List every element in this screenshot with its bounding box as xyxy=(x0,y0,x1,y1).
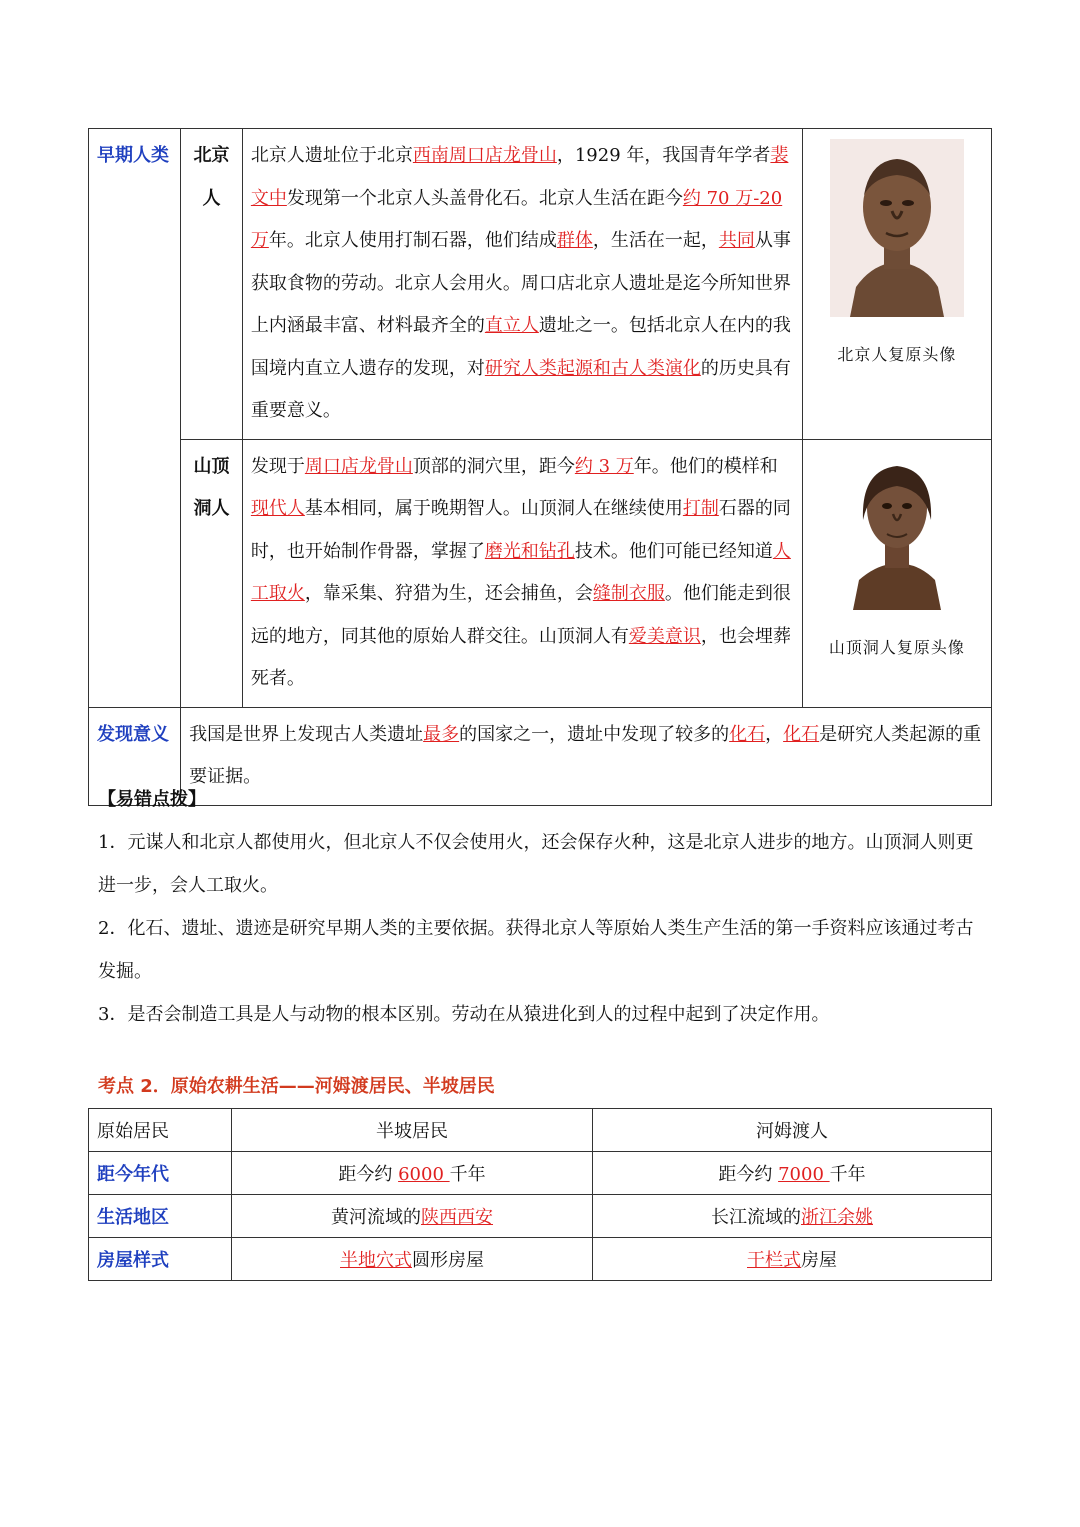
text-segment: 距今约 xyxy=(338,1164,399,1185)
upper-cave-image-cell xyxy=(802,439,991,707)
text-segment: 圆形房屋 xyxy=(412,1250,484,1271)
text-segment: 长江流域的 xyxy=(711,1207,801,1228)
answer-highlight: 共同 xyxy=(718,230,755,251)
answer-highlight: 约 3 万 xyxy=(574,455,634,477)
header-banpo: 半坡居民 xyxy=(232,1109,593,1152)
answer-highlight: 现代人 xyxy=(250,498,305,519)
text-segment: 发现于 xyxy=(250,455,305,477)
tip-item-1: 1．元谋人和北京人都使用火，但北京人不仅会使用火，还会保存火种，这是北京人进步的地方。山顶洞人则更进一步，会人工取火。 xyxy=(98,832,974,896)
answer-highlight: 浙江余姚 xyxy=(801,1207,873,1228)
hemudu-era xyxy=(593,1152,992,1195)
row-label-region: 生活地区 xyxy=(89,1195,232,1238)
header-hemudu: 河姆渡人 xyxy=(593,1109,992,1152)
text-segment: 发现第一个北京人头盖骨化石。北京人生活在距今 xyxy=(286,187,683,209)
answer-highlight: 最多 xyxy=(423,723,460,745)
answer-highlight: 化石 xyxy=(783,723,820,745)
header-residents: 原始居民 xyxy=(89,1109,232,1152)
early-humans-table xyxy=(88,128,992,806)
text-segment: 顶部的洞穴里，距今 xyxy=(412,455,575,477)
answer-highlight: 直立人 xyxy=(484,315,539,336)
answer-highlight: 陕西西安 xyxy=(421,1207,493,1228)
text-segment: 年。他们的模样和 xyxy=(633,455,778,477)
text-segment: 从事获取食物的劳动。北京人会用火。周口店北京人遗址是迄今所知世界上内涵最丰富、材料最齐全的 xyxy=(250,230,791,336)
answer-highlight: 裴文中 xyxy=(250,145,789,209)
upper-cave-name-cell xyxy=(181,439,243,707)
peking-name: 北京人 xyxy=(193,145,230,209)
hemudu-region xyxy=(593,1195,992,1238)
text-segment: ， xyxy=(765,723,784,745)
text-segment: 是研究人类起源的重要证据。 xyxy=(189,723,982,787)
answer-highlight: 爱美意识 xyxy=(628,625,701,647)
text-segment: 千年 xyxy=(829,1164,866,1185)
upper-cave-name: 山顶洞人 xyxy=(193,455,230,519)
text-segment: 的历史具有重要意义。 xyxy=(250,357,791,421)
row-label-era: 距今年代 xyxy=(89,1152,232,1195)
text-segment: 基本相同，属于晚期智人。山顶洞人在继续使用 xyxy=(304,498,683,519)
answer-highlight: 西南周口店龙骨山 xyxy=(412,145,557,166)
answer-highlight: 约 70 万-20 万 xyxy=(250,187,783,251)
row-label-house: 房屋样式 xyxy=(89,1238,232,1281)
answer-highlight: 化石 xyxy=(729,723,766,745)
text-segment: 房屋 xyxy=(801,1250,837,1271)
upper-cave-text xyxy=(242,439,802,707)
answer-highlight: 打制 xyxy=(682,498,719,519)
answer-highlight: 干栏式 xyxy=(747,1250,801,1271)
tip-item-2: 2．化石、遗址、遗迹是研究早期人类的主要依据。获得北京人等原始人类生产生活的第一手资料应该通过考古发掘。 xyxy=(98,918,974,982)
tip-item-3: 3．是否会制造工具是人与动物的根本区别。劳动在从猿进化到人的过程中起到了决定作用。 xyxy=(98,1004,830,1025)
answer-highlight: 研究人类起源和古人类演化 xyxy=(484,357,701,379)
upper-cave-caption: 山顶洞人复原头像 xyxy=(828,637,965,657)
text-segment: 千年 xyxy=(449,1164,486,1185)
answer-highlight: 人工取火 xyxy=(250,540,791,604)
text-segment: 黄河流域的 xyxy=(331,1207,421,1228)
text-segment: 我国是世界上发现古人类遗址 xyxy=(189,723,424,745)
category-label: 早期人类 xyxy=(97,145,169,166)
answer-highlight: 周口店龙骨山 xyxy=(304,455,413,477)
answer-highlight: 缝制衣服 xyxy=(592,583,665,604)
text-segment: 的国家之一，遗址中发现了较多的 xyxy=(459,723,730,745)
answer-highlight: 6000 xyxy=(398,1164,450,1185)
text-segment: 技术。他们可能已经知道 xyxy=(574,540,773,562)
text-segment: ，1929 年，我国青年学者 xyxy=(556,145,771,166)
primitive-residents-table xyxy=(88,1108,992,1281)
banpo-era xyxy=(232,1152,593,1195)
text-segment: ，靠采集、狩猎为生，还会捕鱼，会 xyxy=(304,583,593,604)
text-segment: 年。北京人使用打制石器，他们结成 xyxy=(268,230,557,251)
tips-section xyxy=(98,778,988,1036)
banpo-house xyxy=(232,1238,593,1281)
text-segment: 北京人遗址位于北京 xyxy=(250,145,413,166)
peking-name-cell xyxy=(181,129,243,440)
answer-highlight: 半地穴式 xyxy=(340,1250,412,1271)
upper-cave-man-bust-image xyxy=(845,450,949,610)
peking-image-cell xyxy=(802,129,991,440)
text-segment: 石器的同时，也开始制作骨器，掌握了 xyxy=(250,498,791,562)
peking-man-bust-image xyxy=(830,139,964,317)
text-segment: ，生活在一起， xyxy=(592,230,719,251)
text-segment: 。他们能走到很远的地方，同其他的原始人群交往。山顶洞人有 xyxy=(250,583,791,647)
hemudu-house xyxy=(593,1238,992,1281)
peking-caption: 北京人复原头像 xyxy=(837,345,957,364)
peking-text xyxy=(242,129,802,440)
tips-title: 【易错点拨】 xyxy=(98,789,206,810)
text-segment: 遗址之一。包括北京人在内的我国境内直立人遗存的发现，对 xyxy=(250,315,791,379)
significance-label: 发现意义 xyxy=(97,723,169,745)
answer-highlight: 群体 xyxy=(556,230,593,251)
banpo-region xyxy=(232,1195,593,1238)
answer-highlight: 磨光和钻孔 xyxy=(484,540,575,562)
text-segment: ，也会埋葬死者。 xyxy=(250,625,791,689)
text-segment: 距今约 xyxy=(718,1164,779,1185)
category-cell xyxy=(89,129,181,708)
section2-title: 考点 2．原始农耕生活——河姆渡居民、半坡居民 xyxy=(98,1076,495,1097)
answer-highlight: 7000 xyxy=(778,1164,830,1185)
